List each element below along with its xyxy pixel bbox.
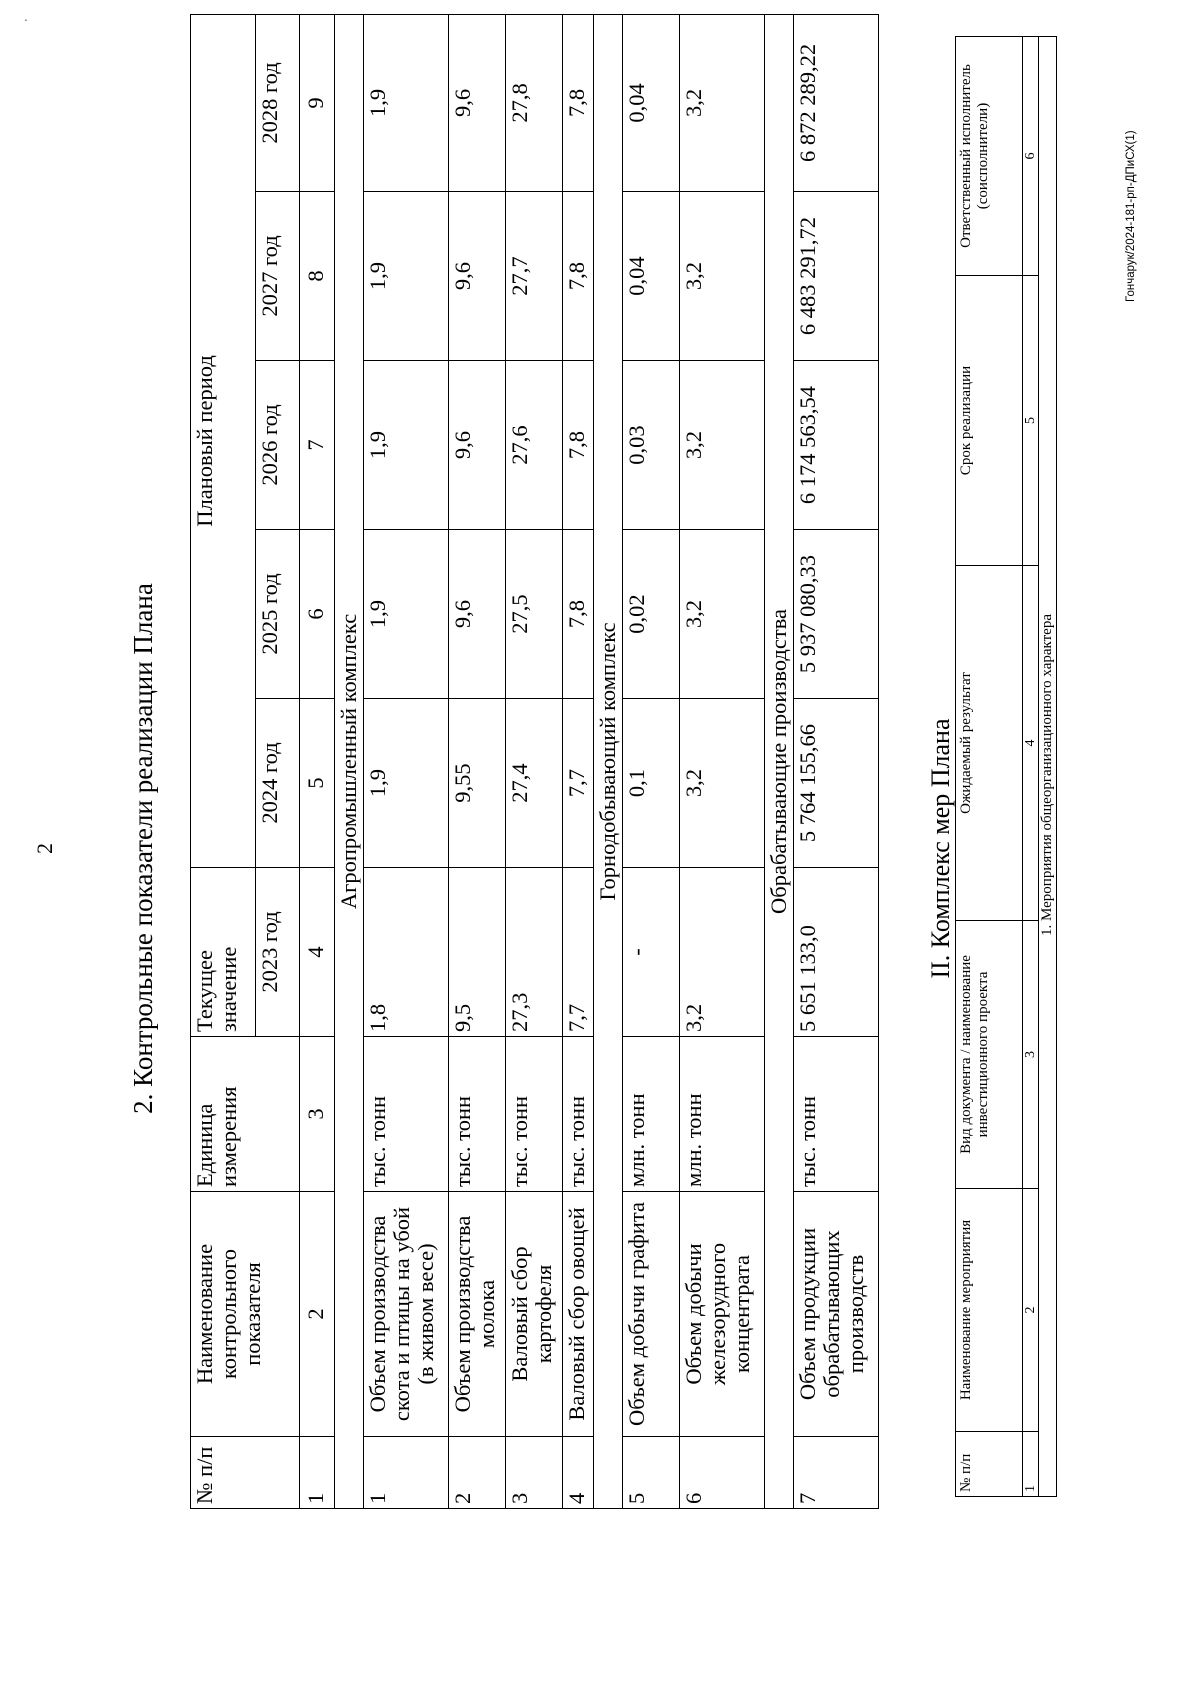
column-numbers-row: [1023, 37, 1039, 1497]
header-year: 2025 год: [256, 530, 300, 699]
column-numbers-row: [300, 14, 335, 1508]
row-value: 9,5: [449, 868, 506, 1037]
table-row: [563, 14, 594, 1508]
row-value: 3,2: [680, 14, 765, 191]
row-value: 7,8: [563, 530, 594, 699]
footer-code: Гончарук/2024-181-рп-ДПиСХ(1): [1125, 130, 1137, 302]
row-num: 4: [563, 1437, 594, 1509]
measures-section-title: 1. Мероприятия общеорганизационного характера: [1039, 37, 1057, 1497]
row-unit: тыс. тонн: [364, 1037, 449, 1192]
header-year: 2024 год: [256, 699, 300, 868]
row-value: 1,9: [364, 361, 449, 530]
header-result: Ожидаемый результат: [956, 566, 1023, 921]
header-num: № п/п: [956, 1432, 1023, 1497]
column-number: 5: [300, 699, 335, 868]
header-num: № п/п: [191, 1437, 300, 1509]
column-number: 3: [1023, 921, 1039, 1189]
row-value: 3,2: [680, 868, 765, 1037]
row-unit: тыс. тонн: [563, 1037, 594, 1192]
row-value: 6 872 289,22: [794, 14, 879, 191]
header-term: Срок реализации: [956, 276, 1023, 566]
row-value: 7,8: [563, 14, 594, 191]
indicators-table: [190, 14, 879, 1509]
column-number: 4: [1023, 566, 1039, 921]
row-value: 9,55: [449, 699, 506, 868]
row-value: 9,6: [449, 192, 506, 361]
header-unit: Единица измерения: [191, 1037, 300, 1192]
row-value: 1,9: [364, 192, 449, 361]
row-value: -: [623, 868, 680, 1037]
row-value: 9,6: [449, 361, 506, 530]
table-row: [680, 14, 765, 1508]
row-name: Валовый сбор овощей: [563, 1192, 594, 1437]
row-unit: тыс. тонн: [506, 1037, 563, 1192]
header-planned: Плановый период: [191, 14, 256, 867]
row-value: 0,04: [623, 14, 680, 191]
row-value: 0,03: [623, 361, 680, 530]
row-value: 27,8: [506, 14, 563, 191]
row-value: 3,2: [680, 699, 765, 868]
row-value: 1,9: [364, 530, 449, 699]
header-name: Наименование мероприятия: [956, 1189, 1023, 1432]
row-value: 7,8: [563, 192, 594, 361]
row-value: 1,9: [364, 14, 449, 191]
row-value: 3,2: [680, 361, 765, 530]
column-number: 4: [300, 868, 335, 1037]
column-number: 5: [1023, 276, 1039, 566]
column-number: 2: [1023, 1189, 1039, 1432]
row-unit: тыс. тонн: [794, 1037, 879, 1192]
row-value: 27,5: [506, 530, 563, 699]
row-value: 6 174 563,54: [794, 361, 879, 530]
row-value: 9,6: [449, 530, 506, 699]
row-value: 3,2: [680, 530, 765, 699]
row-value: 7,8: [563, 361, 594, 530]
row-num: 2: [449, 1437, 506, 1509]
row-name: Объем производства скота и птицы на убой (в живом весе): [364, 1192, 449, 1437]
row-value: 1,8: [364, 868, 449, 1037]
column-number: 1: [300, 1437, 335, 1509]
column-number: 8: [300, 192, 335, 361]
column-number: 6: [300, 530, 335, 699]
row-value: 9,6: [449, 14, 506, 191]
column-number: 6: [1023, 37, 1039, 276]
table-row: [449, 14, 506, 1508]
row-value: 5 764 155,66: [794, 699, 879, 868]
row-value: 7,7: [563, 868, 594, 1037]
scan-speck: ·: [20, 18, 32, 22]
row-name: Объем производства молока: [449, 1192, 506, 1437]
row-value: 3,2: [680, 192, 765, 361]
column-number: 2: [300, 1192, 335, 1437]
column-number: 1: [1023, 1432, 1039, 1497]
row-num: 6: [680, 1437, 765, 1509]
row-value: 5 937 080,33: [794, 530, 879, 699]
table-row: [506, 14, 563, 1508]
header-year: 2027 год: [256, 192, 300, 361]
row-num: 3: [506, 1437, 563, 1509]
header-name: Наименование контрольного показателя: [191, 1192, 300, 1437]
section-row: [594, 14, 623, 1508]
measures-table: [955, 36, 1057, 1497]
header-current: Текущее значение: [191, 868, 256, 1037]
section-title-agro: Агропромышленный комплекс: [335, 14, 364, 1508]
column-number: 3: [300, 1037, 335, 1192]
table-row: [364, 14, 449, 1508]
row-num: 7: [794, 1437, 879, 1509]
row-value: 1,9: [364, 699, 449, 868]
row-value: 0,04: [623, 192, 680, 361]
row-num: 1: [364, 1437, 449, 1509]
row-num: 5: [623, 1437, 680, 1509]
row-value: 6 483 291,72: [794, 192, 879, 361]
table-row: [623, 14, 680, 1508]
section-title-manufacturing: Обрабатывающие производства: [765, 14, 794, 1508]
row-name: Объем продукции обрабатывающих производств: [794, 1192, 879, 1437]
row-name: Валовый сбор картофеля: [506, 1192, 563, 1437]
table-header-row: [956, 37, 1023, 1497]
row-value: 5 651 133,0: [794, 868, 879, 1037]
header-year: 2028 год: [256, 14, 300, 191]
column-number: 9: [300, 14, 335, 191]
header-year: 2023 год: [256, 868, 300, 1037]
row-value: 27,7: [506, 192, 563, 361]
section-row: [765, 14, 794, 1508]
section-row: [1039, 37, 1057, 1497]
row-unit: млн. тонн: [623, 1037, 680, 1192]
header-doc: Вид документа / наименование инвестиционного проекта: [956, 921, 1023, 1189]
table-header-row: [191, 14, 256, 1508]
column-number: 7: [300, 361, 335, 530]
row-name: Объем добычи железорудного концентрата: [680, 1192, 765, 1437]
row-value: 27,6: [506, 361, 563, 530]
section-title: 2. Контрольные показатели реализации Плана: [128, 583, 158, 1114]
row-unit: млн. тонн: [680, 1037, 765, 1192]
measures-title: II. Комплекс мер Плана: [926, 718, 955, 979]
row-value: 27,3: [506, 868, 563, 1037]
row-value: 7,7: [563, 699, 594, 868]
header-responsible: Ответственный исполнитель (соисполнители): [956, 37, 1023, 276]
row-value: 0,1: [623, 699, 680, 868]
row-value: 0,02: [623, 530, 680, 699]
header-year: 2026 год: [256, 361, 300, 530]
row-unit: тыс. тонн: [449, 1037, 506, 1192]
row-value: 27,4: [506, 699, 563, 868]
page-number: 2: [32, 843, 57, 854]
section-row: [335, 14, 364, 1508]
table-row: [794, 14, 879, 1508]
section-title-mining: Горнодобывающий комплекс: [594, 14, 623, 1508]
row-name: Объем добычи графита: [623, 1192, 680, 1437]
